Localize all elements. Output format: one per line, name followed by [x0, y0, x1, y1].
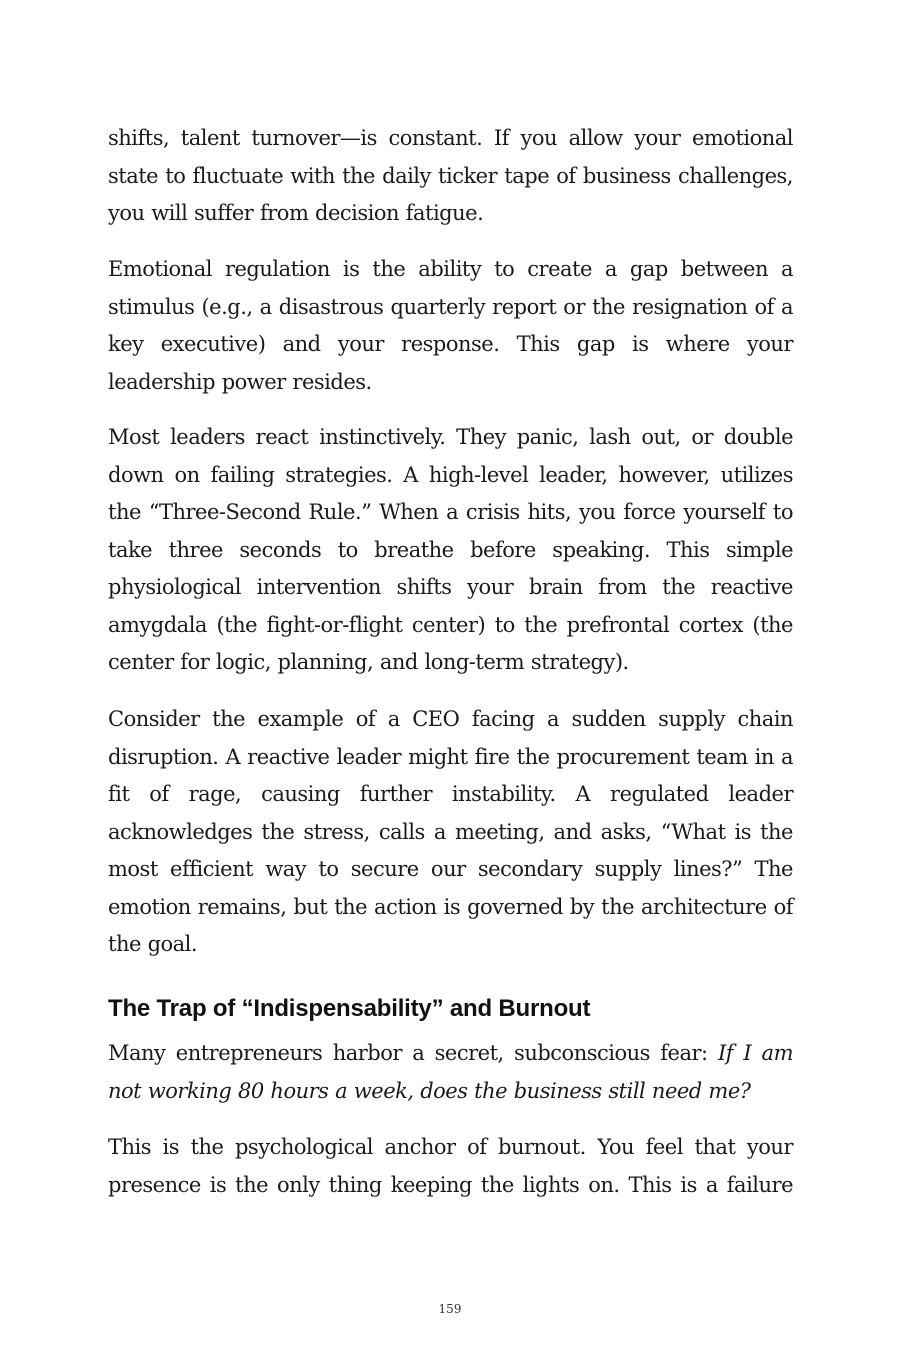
- paragraph-emotional-regulation: [108, 251, 793, 401]
- paragraph-5: [108, 1035, 793, 1110]
- paragraph-burnout-anchor: [108, 1129, 793, 1204]
- page-number: 159: [438, 1302, 462, 1316]
- paragraph-three-second-rule: [108, 419, 793, 682]
- paragraph-5-lead: Many entrepreneurs harbor a secret, subconscious fear:: [108, 1041, 718, 1065]
- section-heading: The Trap of “Indispensability” and Burnout: [108, 995, 591, 1022]
- paragraph-2: Emotional regulation is the ability to create a gap between a stimulus (e.g., a disastrous quarterly report or the resignation of a key executive) and your response. This gap is where your leadership power resides.: [108, 257, 793, 394]
- paragraph-decision-fatigue: [108, 120, 793, 233]
- paragraph-secret-fear: [108, 1035, 793, 1110]
- paragraph-1: shifts, talent turnover—is constant. If you allow your emotional state to fluctuate with the daily ticker tape of business challenges, you will suffer from decision fatigue.: [108, 126, 793, 225]
- paragraph-4: Consider the example of a CEO facing a sudden supply chain disruption. A reactive leader might fire the procurement team in a fit of rage, causing further instability. A regulated leader acknowledges the stress, calls a meeting, and asks, “What is the most efficient way to secure our secondary supply lines?” The emotion remains, but the action is governed by the architecture of the goal.: [108, 707, 793, 956]
- paragraph-3: Most leaders react instinctively. They panic, lash out, or double down on failing strategies. A high-level leader, however, utilizes the “Three-Second Rule.” When a crisis hits, you force yourself to take three seconds to breathe before speaking. This simple physiological intervention shifts your brain from the reactive amygdala (the fight-or-flight center) to the prefrontal cortex (the center for logic, planning, and long-term strategy).: [108, 425, 793, 674]
- paragraph-6: This is the psychological anchor of burnout. You feel that your presence is the only thing keeping the lights on. This is a failure: [108, 1135, 793, 1197]
- paragraph-ceo-example: [108, 701, 793, 964]
- paragraph-5-italic-question: If I am not working 80 hours a week, does the business still need me?: [108, 1041, 793, 1103]
